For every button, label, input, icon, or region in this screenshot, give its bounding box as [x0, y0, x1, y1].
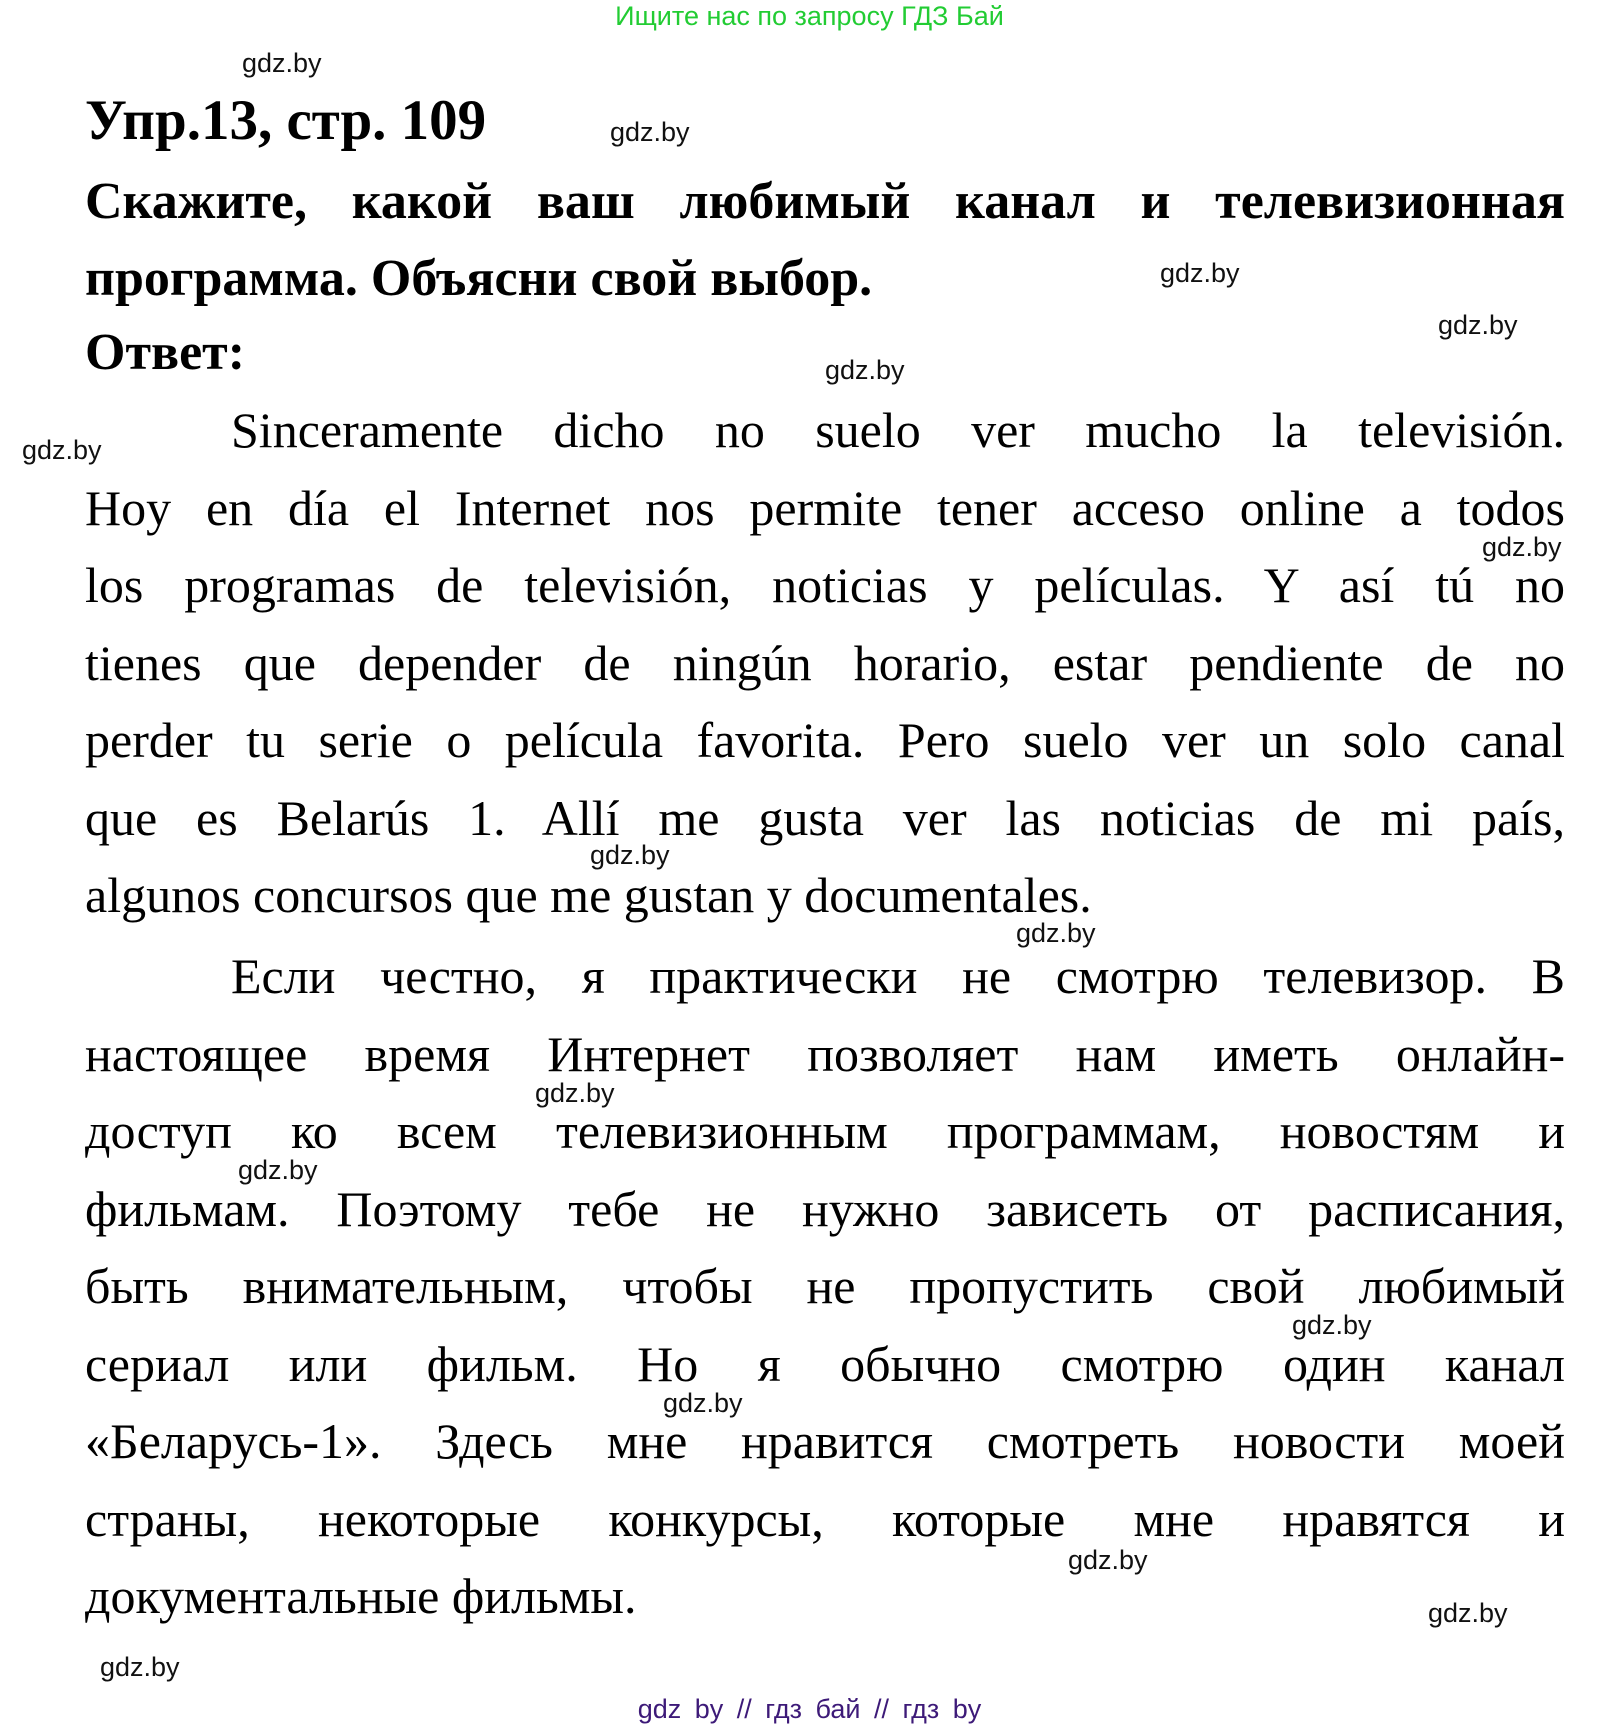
footer-links[interactable]: gdz by // гдз бай // гдз by	[637, 1694, 982, 1724]
watermark: gdz.by	[1438, 310, 1518, 340]
watermark: gdz.by	[22, 435, 102, 465]
paragraph-line: Hoy en día el Internet nos permite tener acceso online a todos	[85, 479, 1565, 536]
watermark: gdz.by	[590, 840, 670, 870]
paragraph-line: страны, некоторые конкурсы, которые мне нравятся и	[85, 1490, 1565, 1547]
watermark: gdz.by	[610, 117, 690, 147]
paragraph-line: los programas de televisión, noticias y películas. Y así tú no	[85, 557, 1565, 613]
paragraph-line: сериал или фильм. Но я обычно смотрю один канал	[85, 1335, 1565, 1392]
watermark: gdz.by	[1292, 1310, 1372, 1340]
paragraph-line: быть внимательным, чтобы не пропустить свой любимый	[85, 1258, 1565, 1314]
paragraph-line: доступ ко всем телевизионным программам, новостям и	[85, 1103, 1565, 1159]
paragraph-line: tienes que depender de ningún horario, estar pendiente de no	[85, 634, 1565, 691]
paragraph-line: Sinceramente dicho no suelo ver mucho la televisión.	[231, 402, 1565, 458]
paragraph-line: документальные фильмы.	[85, 1568, 637, 1624]
exercise-question: Скажите, какой ваш любимый канал и телевизионная программа. Объясни свой выбор.	[85, 173, 1565, 307]
paragraph-line: que es Belarús 1. Allí me gusta ver las noticias de mi país,	[85, 789, 1565, 846]
paragraph-line: Если честно, я практически не смотрю телевизор. В	[231, 948, 1565, 1004]
watermark: gdz.by	[1160, 258, 1240, 288]
paragraph-line: algunos concursos que me gustan y documentales.	[85, 867, 1092, 923]
spanish-paragraph	[85, 392, 1565, 935]
watermark: gdz.by	[100, 1652, 180, 1682]
search-banner[interactable]: Ищите нас по запросу ГДЗ Бай	[615, 1, 1004, 31]
answer-label: Ответ:	[85, 324, 246, 381]
watermark: gdz.by	[1068, 1545, 1148, 1575]
paragraph-line: фильмам. Поэтому тебе не нужно зависеть от расписания,	[85, 1180, 1565, 1237]
paragraph-line: perder tu serie o película favorita. Pero suelo ver un solo canal	[85, 712, 1565, 768]
watermark: gdz.by	[1016, 918, 1096, 948]
watermark: gdz.by	[238, 1155, 318, 1185]
paragraph-line: «Беларусь-1». Здесь мне нравится смотреть новости моей	[85, 1413, 1565, 1469]
watermark: gdz.by	[1482, 532, 1562, 562]
russian-paragraph	[85, 938, 1565, 1636]
watermark: gdz.by	[242, 48, 322, 78]
watermark: gdz.by	[825, 355, 905, 385]
watermark: gdz.by	[1428, 1598, 1508, 1628]
watermark: gdz.by	[535, 1078, 615, 1108]
exercise-title: Упр.13, стр. 109	[85, 89, 487, 152]
watermark: gdz.by	[663, 1388, 743, 1418]
paragraph-line: настоящее время Интернет позволяет нам иметь онлайн-	[85, 1025, 1565, 1082]
